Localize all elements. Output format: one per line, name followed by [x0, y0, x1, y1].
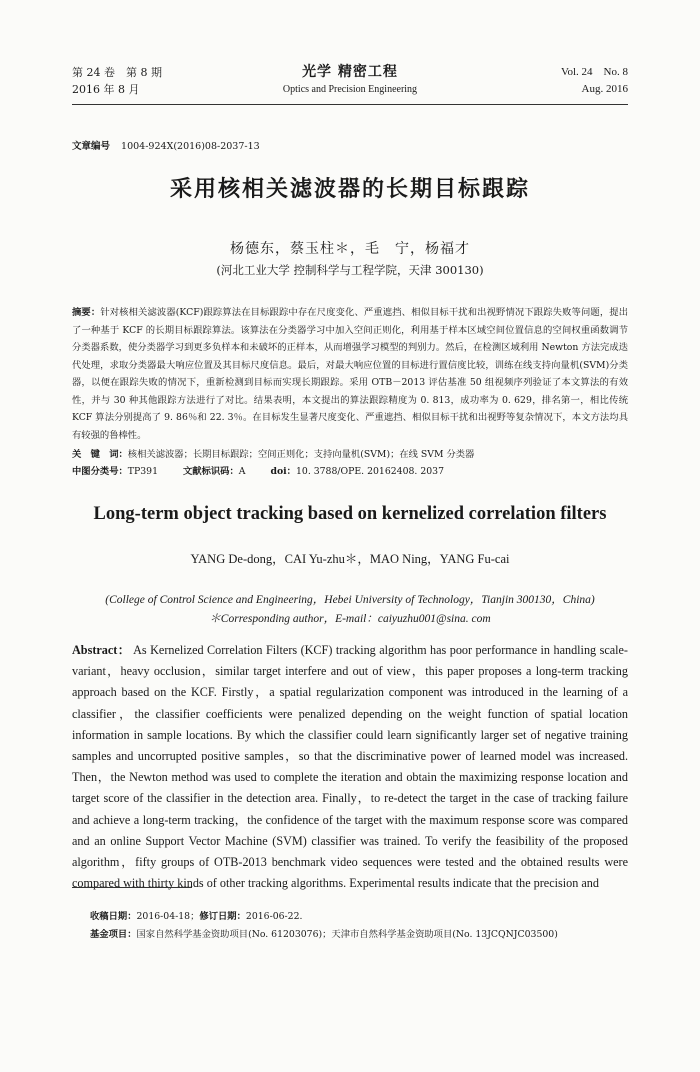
journal-name-en: Optics and Precision Engineering [282, 84, 418, 95]
keywords-cn-label: 关 键 词： [72, 449, 128, 460]
clc-label: 中图分类号： [72, 466, 128, 477]
date-en: Aug. 2016 [581, 83, 628, 95]
header-rule [72, 104, 628, 105]
abstract-cn [72, 304, 628, 444]
abstract-cn-label: 摘要： [72, 307, 101, 318]
keywords-cn-text: 核相关滤波器；长期目标跟踪；空间正则化；支持向量机(SVM)；在线 SVM 分类器 [127, 449, 475, 460]
revised-label: 修订日期： [199, 911, 246, 922]
fund-text: 国家自然科学基金资助项目(No. 61203076)；天津市自然科学基金资助项目(No. 13JCQNJC03500) [136, 929, 558, 940]
document-code [183, 466, 246, 477]
corresponding-author: ＊Corresponding author，E-mail：caiyuzhu001@sina. com [209, 613, 491, 625]
date-cn: 2016 年 8 月 [72, 83, 140, 96]
article-number [72, 138, 260, 152]
received-label: 收稿日期： [90, 911, 137, 922]
keywords-cn [72, 446, 628, 460]
fund-label: 基金项目： [90, 929, 137, 940]
footnote-rule [72, 887, 192, 888]
affiliation-en [0, 591, 700, 629]
classification-line [72, 463, 628, 477]
doc-code-value: A [238, 466, 246, 477]
clc-number [72, 466, 158, 477]
header-center [72, 64, 628, 98]
footnote-funding [90, 926, 628, 940]
abstract-cn-text: 针对核相关滤波器(KCF)跟踪算法在目标跟踪中存在尺度变化、严重遮挡、相似目标干扰和出视野情况下跟踪失败等问题，提出了一种基于 KCF 的长期目标跟踪算法。该算法在分类器学习中加入空间正则化，利用基于样本区域空间位置信息的空间权重函数调节分类器系数，使分类器学习到更多负样本和未破坏的正样本，从而增强学习模型的判别力。然后，在检测区域利用 Newton 方法完成迭代处理，求取分类器最大响应位置及其目标尺度信息。最后，对最大响应位置的目标进行置信度比较，训练在线支持向量机(SVM)分类器，以便在跟踪失败的情况下，重新检测到目标而实现长期跟踪。采用 OTB－2013 评估基准 50 组视频序列验证了本文算法的有效性，并与 30 种其他跟踪方法进行了对比。结果表明，本文提出的算法跟踪精度为 0. 813，成功率为 0. 629，排名第一，相比传统 KCF 算法分别提高了 9. 86％和 22. 3％。在目标发生显著尺度变化、严重遮挡、相似目标干扰和出视野等复杂情况下，本文方法均具有较强的鲁棒性。 [72, 307, 628, 441]
clc-value: TP391 [127, 466, 158, 477]
affiliation-cn: (河北工业大学 控制科学与工程学院，天津 300130) [216, 263, 484, 277]
header-right [561, 64, 628, 98]
doi [270, 466, 444, 477]
doi-value: 10. 3788/OPE. 20162408. 2037 [295, 466, 444, 477]
authors-en: YANG De-dong，CAI Yu-zhu＊，MAO Ning，YANG Fu-cai [190, 552, 510, 566]
authors-cn: 杨德东，蔡玉柱＊，毛 宁，杨福才 [230, 241, 470, 257]
title-cn: 采用核相关滤波器的长期目标跟踪 [169, 177, 530, 202]
journal-name-cn: 光学 精密工程 [302, 64, 398, 80]
article-number-label: 文章编号 [72, 141, 111, 152]
doc-code-label: 文献标识码： [182, 466, 239, 477]
article-number-value: 1004-924X(2016)08-2037-13 [121, 141, 260, 152]
abstract-en [72, 640, 628, 894]
running-header [72, 64, 628, 100]
abstract-en-text: As Kernelized Correlation Filters (KCF) tracking algorithm has poor performance in handling scale-variant，heavy occlusion，similar target interfere and out of view，this paper proposes a long-term tracking approach based on the KCF. Firstly，a spatial regularization component was introduced in the learning of a classifier，the classifier coefficients were penalized depending on the weight function of spatial location information in sample locations. By which the classifier could learn significantly larger set of negative training samples and uncorrupted positive samples，so that the discriminative power of learned model was increased. Then，the Newton method was used to complete the iteration and obtain the maximizing response location and target score of the classifier in the detection area. Finally，to re-detect the target in the case of tracking failure and achieve a long-term tracking，the confidence of the target with the maximum response score was compared and an online Support Vector Machine (SVM) classifier was trained. To verify the feasibility of the proposed algorithm，fifty groups of OTB-2013 benchmark video sequences were tested and the obtained results were compared with thirty kinds of other tracking algorithms. Experimental results indicate that the precision and [72, 643, 628, 891]
abstract-en-label: Abstract： [72, 643, 131, 657]
received-date: 2016-04-18； [136, 911, 200, 922]
volume-issue-en: Vol. 24 No. 8 [560, 66, 628, 78]
doi-label: doi： [270, 466, 296, 477]
affiliation-en-text: (College of Control Science and Engineering，Hebei University of Technology，Tianjin 300130，China) [105, 594, 595, 606]
title-en: Long-term object tracking based on kernelized correlation filters [93, 504, 607, 524]
volume-issue-cn: 第 24 卷 第 8 期 [72, 66, 162, 79]
revised-date: 2016-06-22. [245, 911, 303, 922]
footnote-dates [90, 908, 628, 922]
